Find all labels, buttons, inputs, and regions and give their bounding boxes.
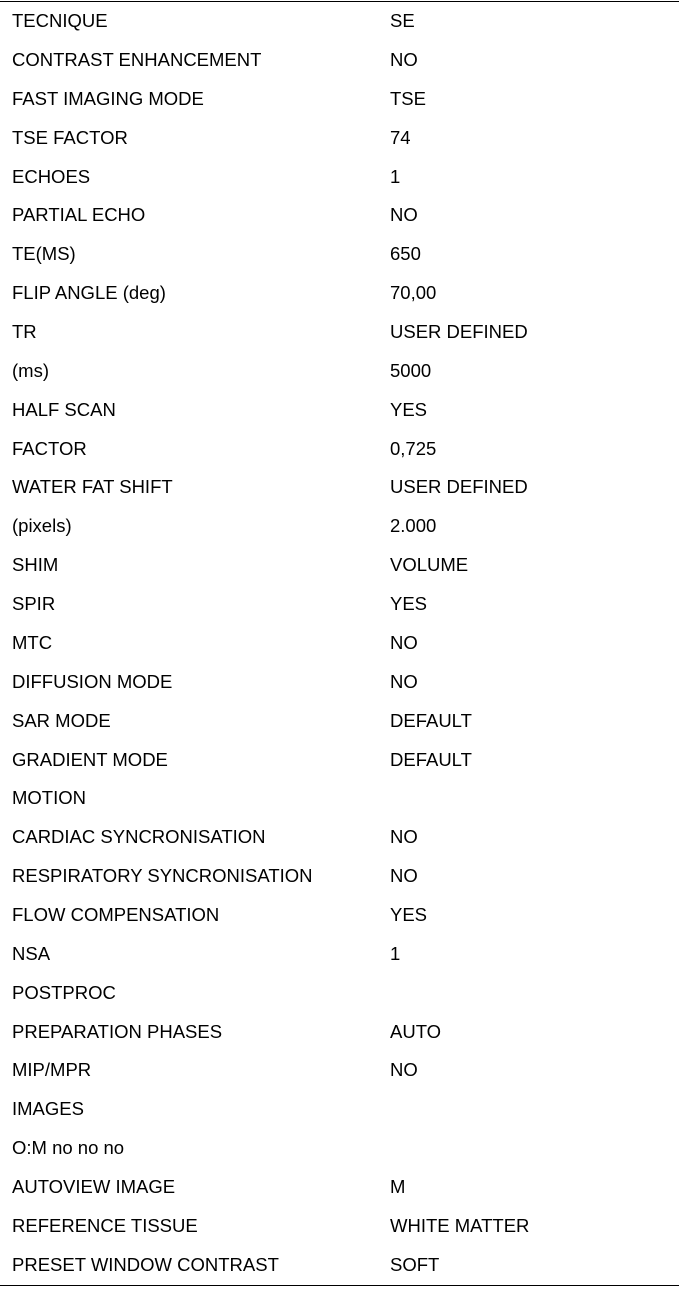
parameter-table-body bbox=[0, 2, 679, 1284]
table-row bbox=[0, 779, 679, 818]
parameter-name: GRADIENT MODE bbox=[12, 748, 168, 770]
parameter-name: TR bbox=[12, 321, 37, 343]
table-row bbox=[0, 391, 679, 430]
parameter-name: POSTPROC bbox=[12, 981, 116, 1003]
parameter-value: SOFT bbox=[390, 1253, 440, 1275]
table-row bbox=[0, 624, 679, 663]
table-row bbox=[0, 2, 679, 41]
parameter-name: FLIP ANGLE (deg) bbox=[12, 282, 166, 304]
parameter-name: TECNIQUE bbox=[12, 10, 108, 32]
parameter-table bbox=[0, 2, 679, 1284]
parameter-value: NO bbox=[390, 826, 418, 848]
parameter-name: FAST IMAGING MODE bbox=[12, 87, 204, 109]
parameter-name: CONTRAST ENHANCEMENT bbox=[12, 49, 262, 71]
parameter-value bbox=[390, 1090, 679, 1129]
table-row bbox=[0, 1168, 679, 1207]
parameter-name: (pixels) bbox=[12, 515, 72, 537]
parameter-value: 70,00 bbox=[390, 282, 437, 304]
table-row bbox=[0, 196, 679, 235]
table-row bbox=[0, 818, 679, 857]
parameter-name: REFERENCE TISSUE bbox=[12, 1214, 198, 1236]
parameter-value: DEFAULT bbox=[390, 748, 472, 770]
table-row bbox=[0, 1090, 679, 1129]
parameter-value: USER DEFINED bbox=[390, 476, 528, 498]
table-row bbox=[0, 1207, 679, 1246]
parameter-name: MIP/MPR bbox=[12, 1059, 92, 1081]
table-row bbox=[0, 468, 679, 507]
table-row bbox=[0, 1051, 679, 1090]
parameter-name: SHIM bbox=[12, 554, 59, 576]
parameter-name: TSE FACTOR bbox=[12, 126, 128, 148]
parameter-value: SE bbox=[390, 10, 415, 32]
parameter-name: CARDIAC SYNCRONISATION bbox=[12, 826, 266, 848]
table-row bbox=[0, 1012, 679, 1051]
parameter-value: NO bbox=[390, 670, 418, 692]
parameter-value: YES bbox=[390, 903, 428, 925]
table-row bbox=[0, 235, 679, 274]
parameter-name: FACTOR bbox=[12, 437, 87, 459]
parameter-name: WATER FAT SHIFT bbox=[12, 476, 173, 498]
parameter-value: 650 bbox=[390, 243, 421, 265]
table-row bbox=[0, 585, 679, 624]
table-row bbox=[0, 546, 679, 585]
parameter-name: ECHOES bbox=[12, 165, 91, 187]
table-row bbox=[0, 935, 679, 974]
table-row bbox=[0, 119, 679, 158]
table-row bbox=[0, 41, 679, 80]
bottom-rule bbox=[0, 1285, 679, 1286]
parameter-value: 1 bbox=[390, 165, 401, 187]
parameter-value: NO bbox=[390, 865, 418, 887]
parameter-value: NO bbox=[390, 631, 418, 653]
table-row bbox=[0, 701, 679, 740]
table-row bbox=[0, 740, 679, 779]
parameter-value: NO bbox=[390, 49, 418, 71]
table-row bbox=[0, 313, 679, 352]
parameter-name: DIFFUSION MODE bbox=[12, 670, 173, 692]
parameter-name: PRESET WINDOW CONTRAST bbox=[12, 1253, 279, 1275]
parameter-value: DEFAULT bbox=[390, 709, 472, 731]
parameter-value bbox=[390, 1129, 679, 1168]
table-row bbox=[0, 352, 679, 391]
parameter-value: VOLUME bbox=[390, 554, 469, 576]
parameter-name: SPIR bbox=[12, 593, 56, 615]
parameter-name: AUTOVIEW IMAGE bbox=[12, 1175, 176, 1197]
parameter-value: NO bbox=[390, 204, 418, 226]
parameter-value: WHITE MATTER bbox=[390, 1214, 530, 1236]
table-row bbox=[0, 663, 679, 702]
parameter-value bbox=[390, 973, 679, 1012]
parameter-value: YES bbox=[390, 593, 428, 615]
parameter-value: 2.000 bbox=[390, 515, 437, 537]
parameter-value: AUTO bbox=[390, 1020, 442, 1042]
parameter-name: MOTION bbox=[12, 787, 86, 809]
table-row bbox=[0, 507, 679, 546]
table-row bbox=[0, 973, 679, 1012]
parameter-name: O:M no no no bbox=[12, 1137, 125, 1159]
table-row bbox=[0, 157, 679, 196]
parameter-name: IMAGES bbox=[12, 1098, 84, 1120]
parameter-name: MTC bbox=[12, 631, 53, 653]
parameter-name: RESPIRATORY SYNCRONISATION bbox=[12, 865, 313, 887]
parameter-name: (ms) bbox=[12, 359, 49, 381]
parameter-value: M bbox=[390, 1175, 406, 1197]
parameter-value: TSE bbox=[390, 87, 426, 109]
parameter-value: NO bbox=[390, 1059, 418, 1081]
parameter-value: 1 bbox=[390, 942, 401, 964]
table-row bbox=[0, 1246, 679, 1285]
table-row bbox=[0, 274, 679, 313]
table-row bbox=[0, 896, 679, 935]
parameter-value: YES bbox=[390, 398, 428, 420]
parameter-name: SAR MODE bbox=[12, 709, 111, 731]
parameter-name: NSA bbox=[12, 942, 51, 964]
parameter-name: PARTIAL ECHO bbox=[12, 204, 146, 226]
parameter-name: HALF SCAN bbox=[12, 398, 116, 420]
parameter-value bbox=[390, 779, 679, 818]
parameter-value: USER DEFINED bbox=[390, 321, 528, 343]
parameter-value: 74 bbox=[390, 126, 411, 148]
parameter-value: 5000 bbox=[390, 359, 432, 381]
table-row bbox=[0, 80, 679, 119]
table-row bbox=[0, 1129, 679, 1168]
table-row bbox=[0, 429, 679, 468]
parameter-value: 0,725 bbox=[390, 437, 437, 459]
parameter-name: PREPARATION PHASES bbox=[12, 1020, 223, 1042]
parameter-name: TE(MS) bbox=[12, 243, 76, 265]
parameter-name: FLOW COMPENSATION bbox=[12, 903, 220, 925]
table-row bbox=[0, 857, 679, 896]
